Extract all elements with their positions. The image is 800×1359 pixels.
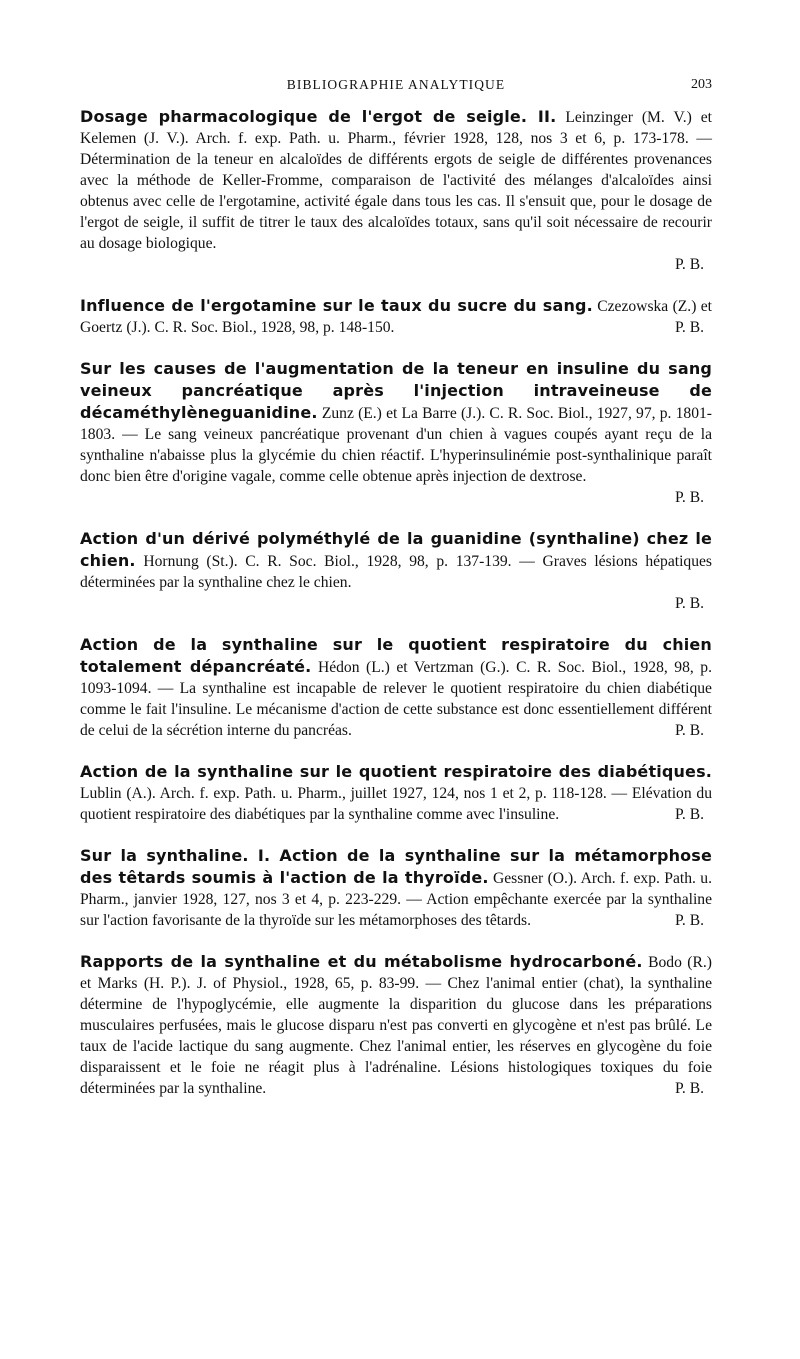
entry-title: Action d'un dérivé polyméthylé de la guanidine (synthaline) chez le chien. bbox=[80, 529, 712, 570]
bibliography-entry bbox=[80, 761, 712, 825]
bibliography-entry bbox=[80, 358, 712, 508]
entry-citation: Gessner (O.). Arch. f. exp. Path. u. Pharm., janvier 1928, 127, nos 3 et 4, p. 223-229. — bbox=[80, 870, 712, 908]
entry-title: Dosage pharmacologique de l'ergot de seigle. II. bbox=[80, 107, 557, 126]
entry-citation: Hédon (L.) et Vertzman (G.). C. R. Soc. Biol., 1928, 98, p. 1093-1094. — bbox=[80, 659, 712, 697]
bibliography-entry bbox=[80, 951, 712, 1099]
entry-citation: Bodo (R.) et Marks (H. P.). J. of Physiol., 1928, 65, p. 83-99. — bbox=[80, 954, 712, 992]
entry-title: Sur les causes de l'augmentation de la teneur en insuline du sang veineux pancréatique après l'injection intraveineuse de décaméthylèneguanidine. bbox=[80, 359, 712, 422]
entry-title: Influence de l'ergotamine sur le taux du sucre du sang. bbox=[80, 296, 593, 315]
entry-summary: Le sang veineux pancréatique provenant d'un chien à vagues coupés ayant reçu de la synthaline n'abaisse plus la glycémie du chien réactif. L'hyperinsulinémie post-synthalinique paraît donc bien être d'origine vagale, comme celle obtenue après injection de dextrose. bbox=[80, 426, 712, 485]
entry-title: Action de la synthaline sur le quotient respiratoire du chien totalement dépancréaté. bbox=[80, 635, 712, 676]
entry-initials: P. B. bbox=[674, 319, 704, 336]
entry-citation: Hornung (St.). C. R. Soc. Biol., 1928, 98, p. 137-139. — bbox=[143, 553, 535, 570]
document-page bbox=[80, 72, 712, 1119]
bibliography-entry bbox=[80, 106, 712, 275]
entry-initials: P. B. bbox=[674, 806, 704, 823]
entry-summary: Elévation du quotient respiratoire des diabétiques par la synthaline comme avec l'insuline. bbox=[80, 785, 712, 823]
entry-citation: Lublin (A.). Arch. f. exp. Path. u. Pharm., juillet 1927, 124, nos 1 et 2, p. 118-128. — bbox=[80, 785, 628, 802]
running-header bbox=[80, 72, 712, 98]
entry-summary: Détermination de la teneur en alcaloïdes de différents ergots de seigle de différentes provenances avec la méthode de Keller-Fromme, comparaison de l'activité des mélanges d'alcaloïdes ainsi obtenus avec celle de l'ergotamine, activité égale dans tous les cas. Il s'ensuit que, pour le dosage de l'ergot de seigle, il suffit de titrer le taux des alcaloïdes totaux, sans qu'il soit nécessaire de recourir au dosage biologique. bbox=[80, 151, 712, 252]
entry-initials: P. B. bbox=[674, 912, 704, 929]
bibliography-entry bbox=[80, 845, 712, 931]
entry-title: Action de la synthaline sur le quotient respiratoire des diabétiques. bbox=[80, 762, 712, 781]
entry-title: Rapports de la synthaline et du métabolisme hydrocarboné. bbox=[80, 952, 643, 971]
entry-citation: Leinzinger (M. V.) et Kelemen (J. V.). Arch. f. exp. Path. u. Pharm., février 1928, 128, nos 3 et 6, p. 173-178. — bbox=[80, 109, 712, 147]
entry-initials: P. B. bbox=[674, 595, 704, 612]
entry-citation: Zunz (E.) et La Barre (J.). C. R. Soc. Biol., 1927, 97, p. 1801-1803. — bbox=[80, 405, 712, 443]
entry-initials: P. B. bbox=[674, 1080, 704, 1097]
bibliography-entry bbox=[80, 295, 712, 338]
bibliography-entry bbox=[80, 528, 712, 614]
entry-initials: P. B. bbox=[674, 489, 704, 506]
entry-summary: Action empêchante exercée par la synthaline sur l'action favorisante de la thyroïde sur les métamorphoses des têtards. bbox=[80, 891, 713, 929]
entry-initials: P. B. bbox=[674, 722, 704, 739]
bibliography-entry bbox=[80, 634, 712, 741]
page-number: 203 bbox=[691, 77, 712, 92]
entry-summary: Chez l'animal entier (chat), la synthaline détermine de l'hypoglycémie, elle augmente la disparition du glucose dans les préparations musculaires perfusées, mais le glucose disparu n'est pas converti en glycogène et n'est pas brûlé. Le taux de l'acide lactique du sang augmente. Chez l'animal entier, les réserves en glycogène du foie disparaissent et le foie ne réagit plus à l'adrénaline. Lésions histologiques toxiques du foie déterminées par la synthaline. bbox=[80, 975, 713, 1097]
entry-summary: Graves lésions hépatiques déterminées par la synthaline chez le chien. bbox=[80, 553, 713, 591]
entry-citation: Czezowska (Z.) et Goertz (J.). C. R. Soc. Biol., 1928, 98, p. 148-150. bbox=[80, 298, 712, 336]
entry-initials: P. B. bbox=[674, 256, 704, 273]
entry-summary: La synthaline est incapable de relever le quotient respiratoire du chien diabétique comme le fait l'insuline. Le mécanisme d'action de cette substance est donc essentiellement différent de celui de la sécrétion interne du pancréas. bbox=[80, 680, 712, 739]
entry-title: Sur la synthaline. I. Action de la synthaline sur la métamorphose des têtards soumis à l'action de la thyroïde. bbox=[80, 846, 712, 887]
running-title: BIBLIOGRAPHIE ANALYTIQUE bbox=[286, 77, 506, 92]
